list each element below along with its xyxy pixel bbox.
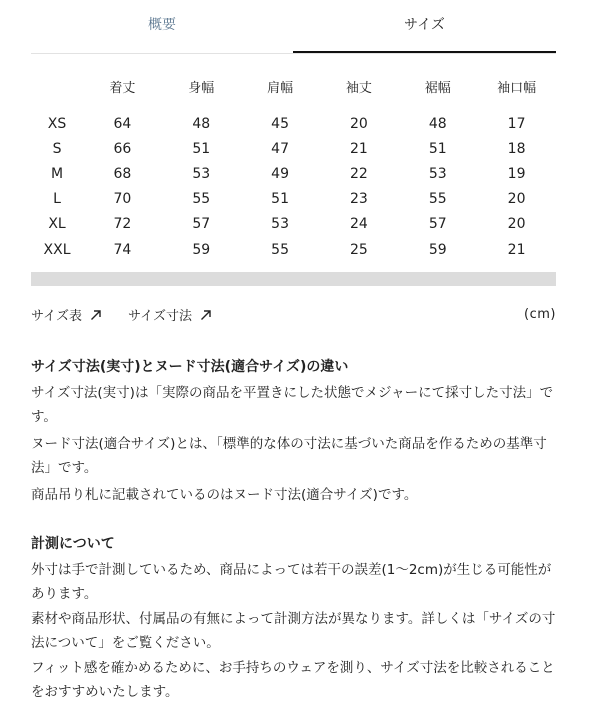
table-row [31, 187, 556, 212]
paragraph-tag-note: 商品吊り札に記載されているのはヌード寸法(適合サイズ)です。 [31, 487, 418, 503]
table-cell: 51 [192, 140, 211, 157]
table-cell: 64 [113, 115, 132, 132]
external-arrow-icon [90, 309, 102, 321]
header-shoulder-width: 肩幅 [267, 80, 294, 96]
table-cell: 68 [113, 165, 132, 182]
header-chest-width: 身幅 [188, 80, 215, 96]
table-cell: 55 [428, 191, 447, 208]
table-cell: 48 [428, 115, 447, 132]
table-cell: 19 [507, 165, 526, 182]
table-cell: 21 [350, 140, 368, 157]
table-row [31, 237, 556, 262]
paragraph-actual-size: サイズ寸法(実寸)は「実際の商品を平置きにした状態でメジャーにて採寸した寸法」です。 [31, 385, 554, 425]
section-title-difference: サイズ寸法(実寸)とヌード寸法(適合サイズ)の違い [31, 359, 349, 375]
table-cell: 59 [192, 241, 211, 258]
table-cell: 74 [113, 241, 132, 258]
paragraph-measurement-method: 素材や商品形状、付属品の有無によって計測方法が異なります。詳しくは「サイズの寸法について」をご覧ください。 [31, 611, 556, 651]
paragraph-nude-size: ヌード寸法(適合サイズ)とは、「標準的な体の寸法に基づいた商品を作るための基準寸法」です。 [31, 436, 547, 476]
table-cell: 57 [428, 216, 447, 233]
table-cell: 20 [350, 115, 368, 132]
header-length: 着丈 [109, 80, 136, 96]
table-cell: XS [47, 115, 67, 132]
table-cell: 21 [507, 241, 526, 258]
size-chart-link[interactable] [31, 305, 102, 324]
section-title-measurement: 計測について [31, 536, 115, 552]
horizontal-scrollbar[interactable] [31, 272, 556, 286]
size-chart-link-label: サイズ表 [31, 309, 82, 324]
table-cell: 72 [113, 216, 132, 233]
table-cell: M [50, 165, 64, 182]
table-cell: 70 [113, 191, 132, 208]
size-measure-link[interactable] [128, 305, 212, 324]
table-row [31, 212, 556, 237]
unit-label: (cm) [524, 307, 556, 322]
table-cell: 20 [507, 191, 526, 208]
size-table [31, 73, 556, 262]
table-cell: 23 [350, 191, 368, 208]
tab-size[interactable]: サイズ [293, 0, 556, 52]
paragraph-measurement-error: 外寸は手で計測しているため、商品によっては若干の誤差(1～2cm)が生じる可能性があります。 [31, 562, 552, 602]
tab-bar [31, 0, 556, 54]
table-cell: 53 [271, 216, 289, 233]
table-cell: 20 [507, 216, 526, 233]
table-header-row [31, 73, 556, 99]
table-cell: 53 [428, 165, 447, 182]
table-cell: 17 [507, 115, 526, 132]
table-cell: 45 [271, 115, 289, 132]
external-arrow-icon [200, 309, 212, 321]
table-cell: 57 [192, 216, 211, 233]
table-row [31, 161, 556, 186]
table-cell: 51 [428, 140, 447, 157]
table-row [31, 136, 556, 161]
tab-overview[interactable]: 概要 [148, 17, 176, 33]
table-cell: 49 [271, 165, 289, 182]
header-sleeve-length: 袖丈 [345, 80, 372, 96]
header-hem-width: 裾幅 [424, 80, 451, 96]
table-cell: 48 [192, 115, 211, 132]
table-cell: 51 [271, 191, 289, 208]
table-cell: 24 [350, 216, 368, 233]
table-cell: 22 [350, 165, 368, 182]
header-cuff-width: 袖口幅 [497, 80, 537, 96]
table-cell: 53 [192, 165, 211, 182]
table-cell: 59 [428, 241, 447, 258]
table-cell: 66 [113, 140, 132, 157]
table-cell: 25 [350, 241, 368, 258]
header-size [31, 73, 83, 99]
size-links [31, 305, 556, 327]
table-cell: 47 [271, 140, 289, 157]
table-cell: 55 [271, 241, 289, 258]
size-measure-link-label: サイズ寸法 [128, 309, 192, 324]
table-cell: L [53, 191, 61, 208]
table-cell: 55 [192, 191, 211, 208]
table-row [31, 111, 556, 136]
table-cell: S [52, 140, 62, 157]
table-cell: XXL [43, 241, 71, 258]
table-cell: 18 [507, 140, 526, 157]
paragraph-fit-advice: フィット感を確かめるために、お手持ちのウェアを測り、サイズ寸法を比較されることをおすすめいたします。 [31, 660, 555, 700]
table-cell: XL [48, 216, 66, 233]
